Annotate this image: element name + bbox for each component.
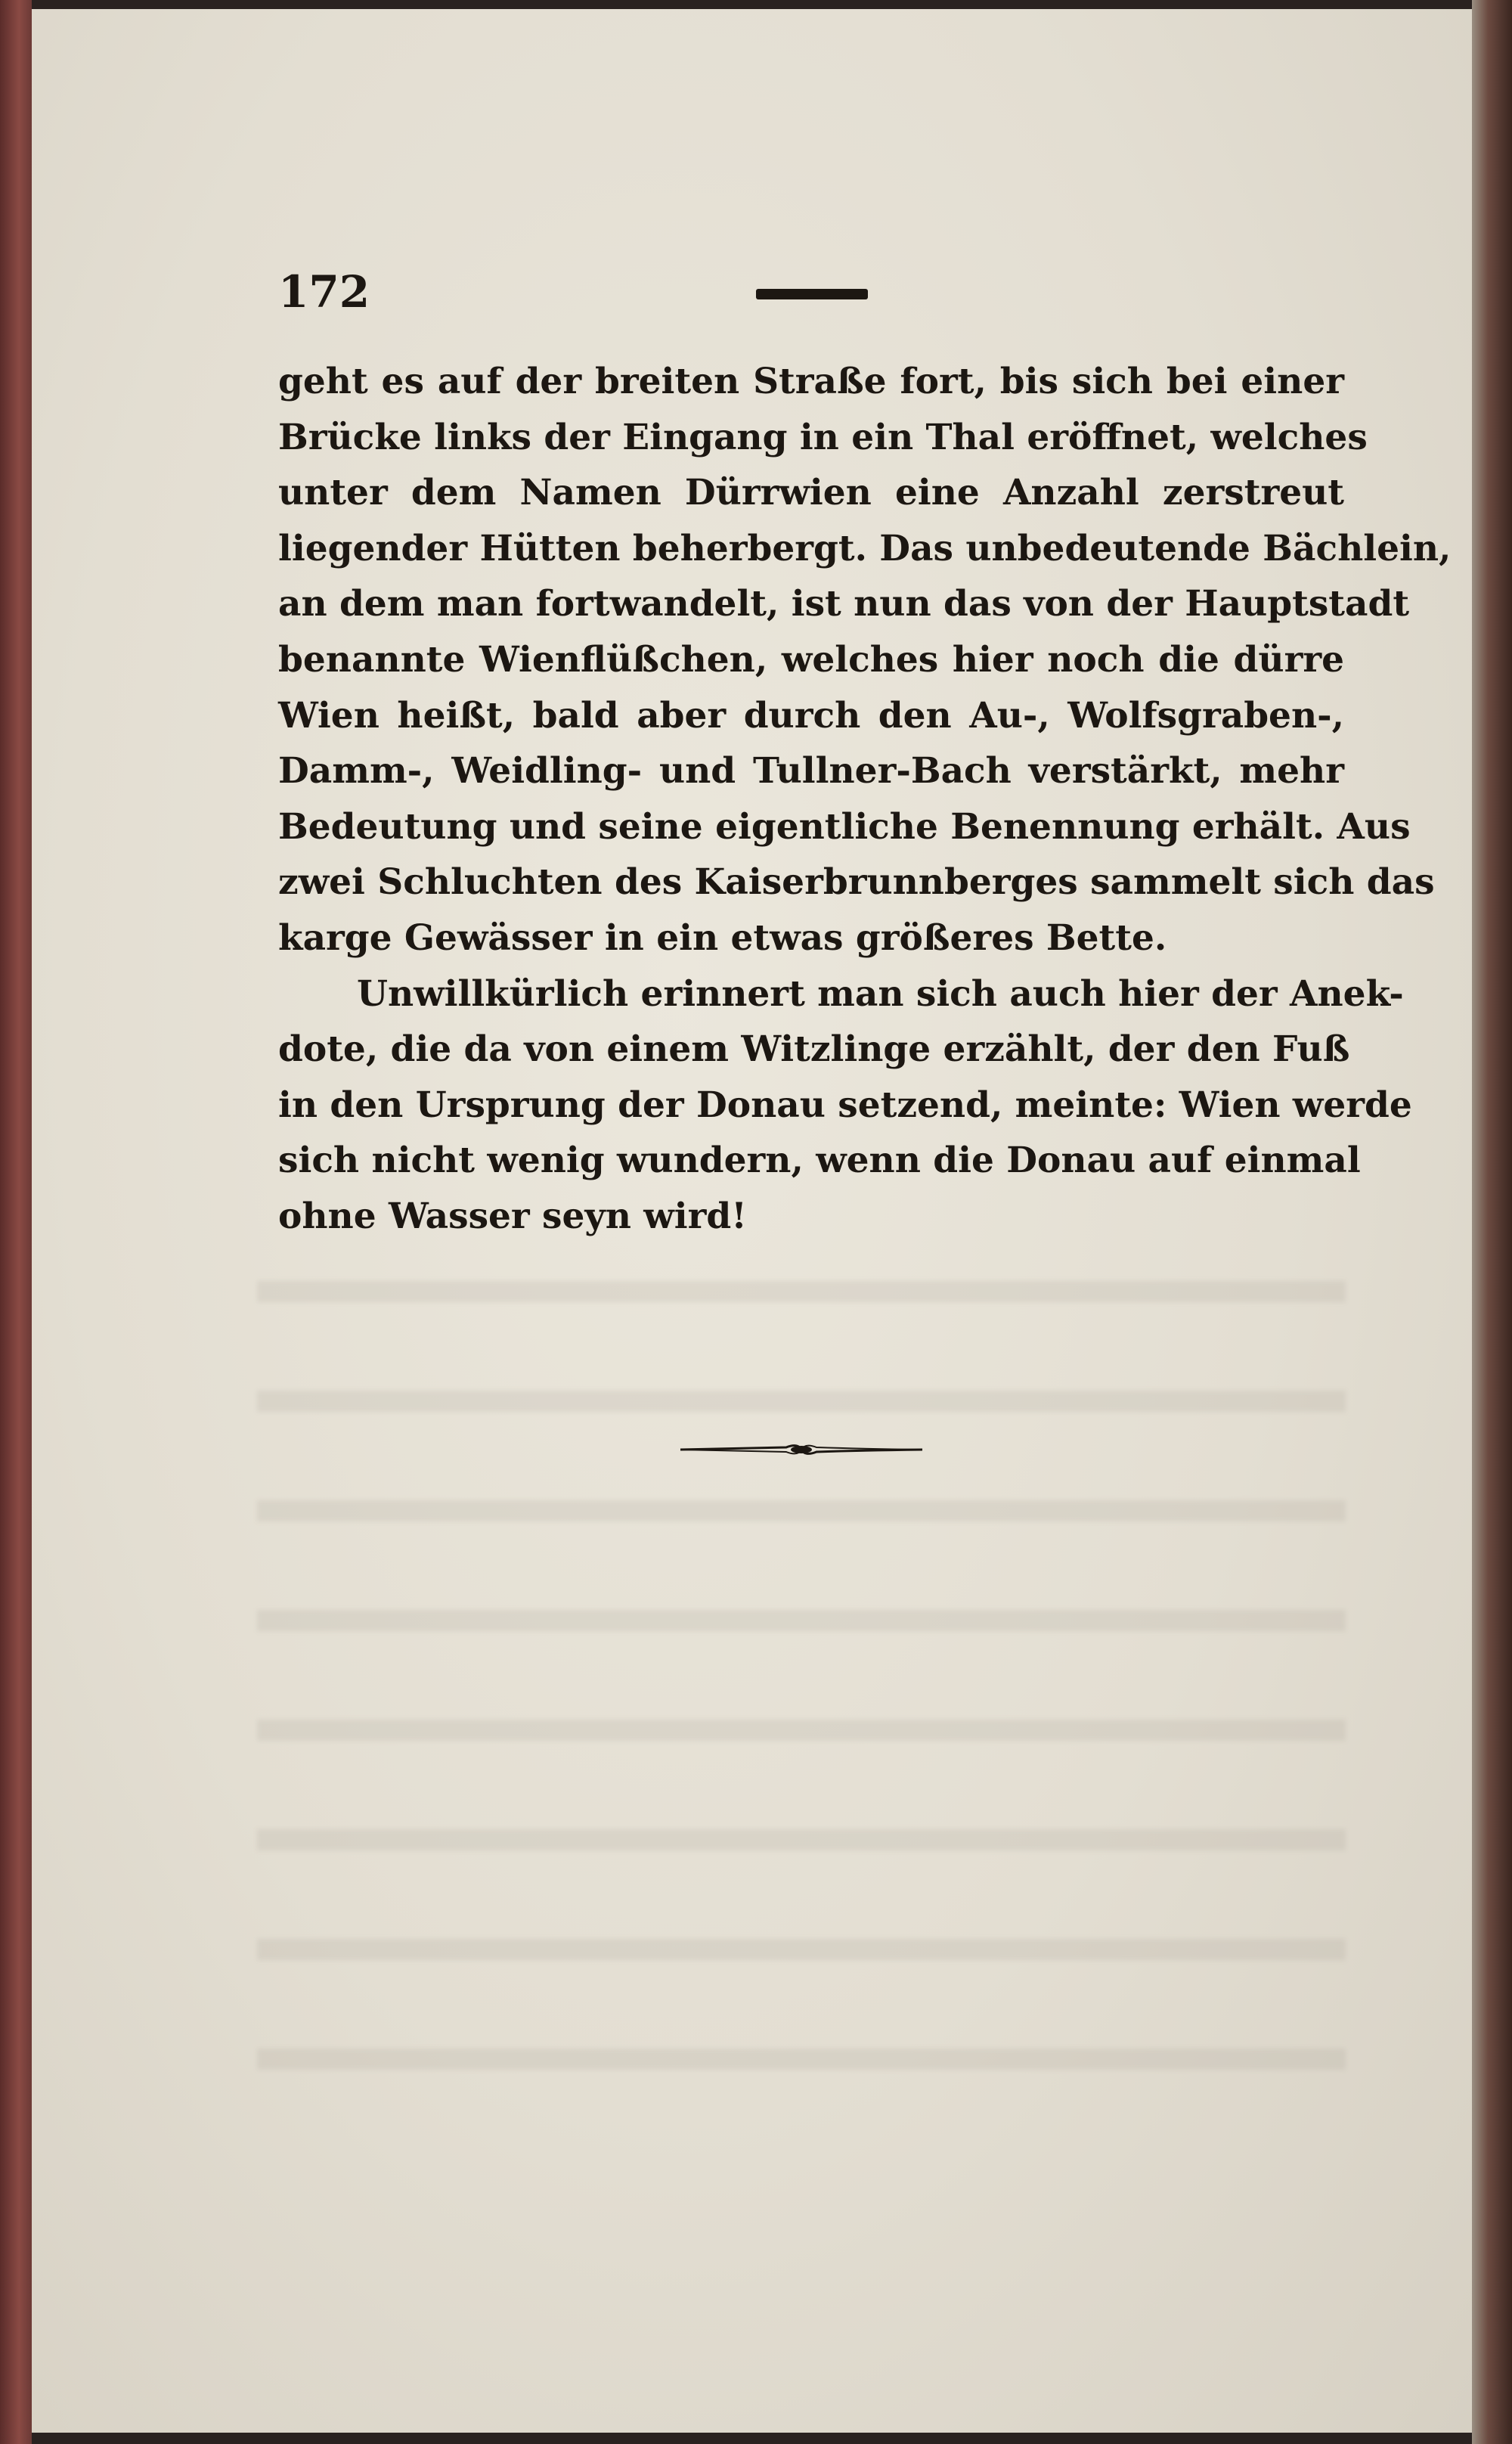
book-spine-edge xyxy=(0,0,32,2444)
closing-ornament xyxy=(680,1438,922,1461)
text-line: karge Gewässer in ein etwas größeres Bette. xyxy=(278,916,1167,959)
text-line: liegender Hütten beherbergt. Das unbedeutende Bächlein, xyxy=(278,527,1452,569)
text-line: zwei Schluchten des Kaiserbrunnberges sammelt sich das xyxy=(278,861,1435,904)
text-line: unter dem Namen Dürrwien eine Anzahl zerstreut xyxy=(278,472,1344,514)
page-number: 172 xyxy=(278,266,370,318)
text-line: Damm-, Weidling- und Tullner-Bach verstärkt, mehr xyxy=(278,750,1344,792)
text-line: Brücke links der Eingang in ein Thal eröffnet, welches xyxy=(278,416,1368,458)
text-line: benannte Wienflüßchen, welches hier noch die dürre xyxy=(278,638,1344,681)
text-line: Unwillkürlich erinnert man sich auch hier der Anek- xyxy=(357,972,1404,1015)
text-line: Wien heißt, bald aber durch den Au-, Wolfsgraben-, xyxy=(278,694,1344,737)
text-line: an dem man fortwandelt, ist nun das von der Hauptstadt xyxy=(278,583,1410,625)
paragraph-2 xyxy=(278,966,1412,1245)
show-through-bleed xyxy=(257,1240,1346,2148)
text-line: dote, die da von einem Witzlinge erzählt, der den Fuß xyxy=(278,1028,1350,1071)
page-header xyxy=(278,266,1344,319)
paragraph-1 xyxy=(278,354,1452,966)
body-text xyxy=(278,354,1452,1245)
text-line: geht es auf der breiten Straße fort, bis sich bei einer xyxy=(278,361,1344,402)
text-line: Bedeutung und seine eigentliche Benennung erhält. Aus xyxy=(278,805,1411,848)
header-rule xyxy=(756,289,868,299)
text-line: in den Ursprung der Donau setzend, meinte: Wien werde xyxy=(278,1084,1412,1126)
page-edge-shadow xyxy=(1472,0,1512,2444)
text-line: sich nicht wenig wundern, wenn die Donau auf einmal xyxy=(278,1140,1361,1182)
text-line: ohne Wasser seyn wird! xyxy=(278,1195,747,1237)
